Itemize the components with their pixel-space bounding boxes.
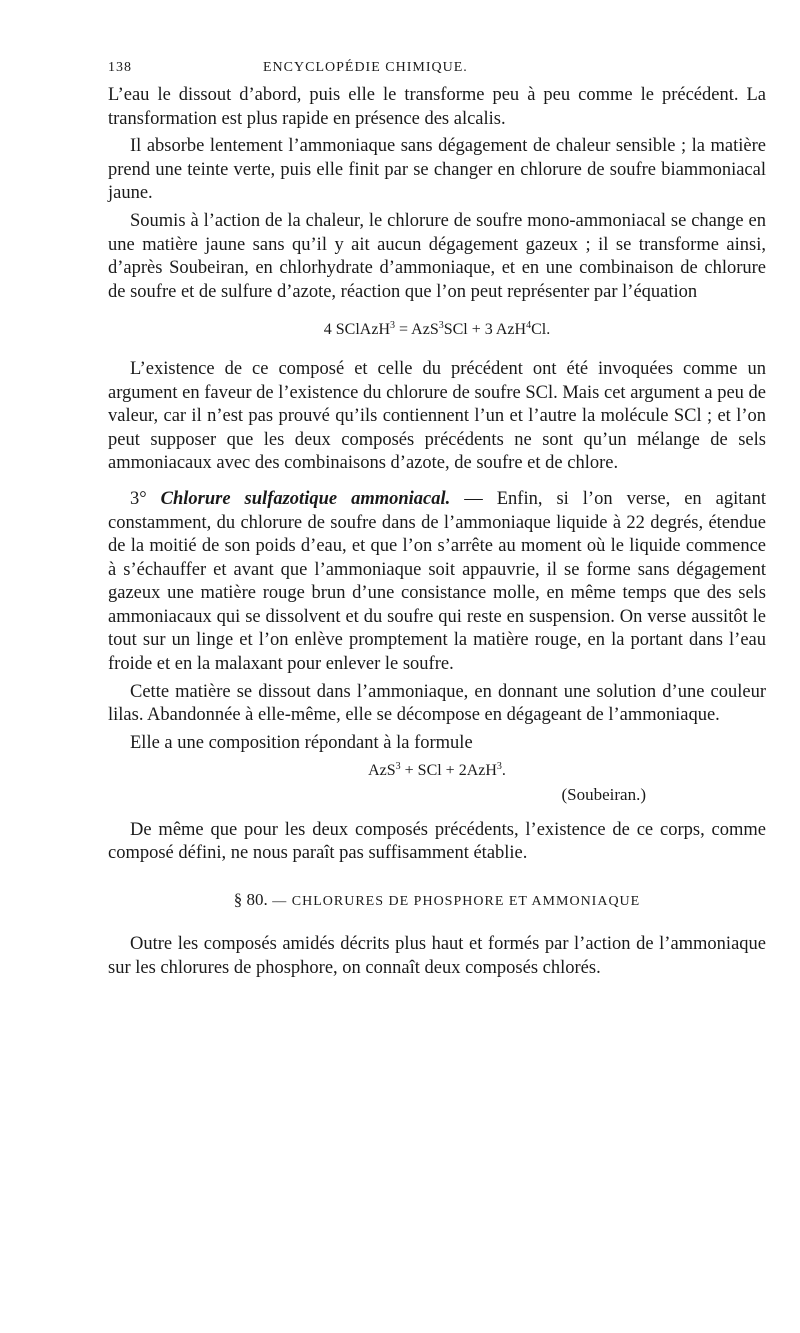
running-header	[108, 60, 766, 84]
section-dash: —	[267, 893, 292, 909]
paragraph-5-text: — Enfin, si l’on verse, en agitant constamment, du chlorure de soufre dans de l’ammoniaque liquide à 22 degrés, étendue de la moitié de son poids d’eau, et que l’on s’arrête au moment où le liquide commence à s’échauffer et avant que l’ammoniaque soit appauvrie, il se forme sans dégagement gazeux une matière rouge brun d’une consistance molle, en même temps que des sels ammoniacaux qui se dissolvent et du soufre qui reste en suspension. On verse aussitôt le tout sur un linge et l’on enlève promptement la matière rouge, en la portant dans l’eau froide et en la malaxant pour enlever le soufre.	[108, 488, 767, 675]
compound-title: Chlorure sulfazotique ammoniacal.	[160, 488, 451, 509]
paragraph-8: De même que pour les deux composés précédents, l’existence de ce corps, comme composé défini, ne nous paraît pas suffisamment établie.	[108, 819, 766, 864]
body-text	[108, 84, 766, 981]
section-heading	[108, 888, 766, 914]
paragraph-2: Il absorbe lentement l’ammoniaque sans dégagement de chaleur sensible ; la matière prend une teinte verte, puis elle finit par se changer en chlorure de soufre biammoniacal jaune.	[108, 136, 766, 204]
item-number: 3°	[130, 488, 147, 509]
running-title: ENCYCLOPÉDIE CHIMIQUE.	[263, 60, 468, 75]
paragraph-9: Outre les composés amidés décrits plus haut et formés par l’action de l’ammoniaque sur les chlorures de phosphore, on connaît deux composés chlorés.	[108, 934, 766, 978]
paragraph-7: Elle a une composition répondant à la formule	[130, 732, 473, 753]
section-title: CHLORURES DE PHOSPHORE ET AMMONIAQUE	[291, 893, 641, 909]
section-number: § 80.	[233, 889, 268, 909]
paragraph-6: Cette matière se dissout dans l’ammoniaque, en donnant une solution d’une couleur lilas. Abandonnée à elle-même, elle se décompose en dégageant de l’ammoniaque.	[108, 681, 766, 726]
paragraph-1: L’eau le dissout d’abord, puis elle le transforme peu à peu comme le précédent. La transformation est plus rapide en présence des alcalis.	[108, 85, 766, 129]
equation-1: 4 SClAzH$^3$ = AzS$^3$SCl + 3 AzH$^4$Cl.	[323, 320, 551, 339]
paragraph-5	[108, 488, 766, 677]
paragraph-3: Soumis à l’action de la chaleur, le chlorure de soufre mono-ammoniacal se change en une matière jaune sans qu’il y ait aucun dégagement gazeux ; il se transforme ainsi, d’après Soubeiran, en chlorhydrate d’ammoniaque, et en une combinaison de chlorure de soufre et de sulfure d’azote, réaction que l’on peut représenter par l’équation	[108, 210, 766, 302]
paragraph-4: L’existence de ce composé et celle du précédent ont été invoquées comme un argument en faveur de l’existence du chlorure de soufre SCl. Mais cet argument a peu de valeur, car il n’est pas prouvé qu’ils contiennent l’un et l’autre la molécule SCl ; et l’on peut supposer que les deux composés précédents ne sont qu’un mélange de sels ammoniacaux avec des combinaisons d’azote, de soufre et de chlore.	[108, 358, 766, 474]
equation-2: AzS$^3$ + SCl + 2AzH$^3$.	[368, 761, 506, 780]
page-number: 138	[108, 60, 132, 75]
attribution: (Soubeiran.)	[561, 785, 646, 805]
